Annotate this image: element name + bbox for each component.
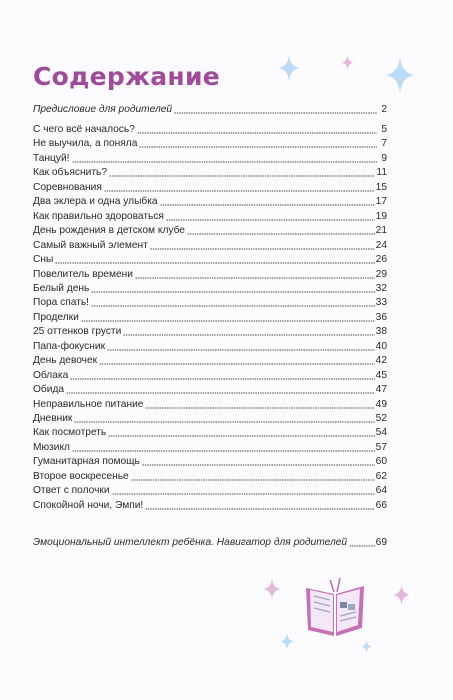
toc-entry-page: 69 (375, 537, 387, 548)
toc-entry (33, 252, 387, 266)
toc-entry-title: Два эклера и одна улыбка (33, 196, 158, 208)
toc-entry-title: Белый день (33, 282, 90, 294)
toc-entry-page: 21 (375, 225, 387, 237)
toc-entry-page: 29 (375, 268, 387, 280)
dot-leader (91, 284, 374, 293)
toc-entry (33, 180, 387, 194)
dot-leader (72, 154, 377, 163)
toc-entry-title: Мюзикл (33, 441, 71, 453)
toc-entry-page: 49 (375, 398, 387, 410)
toc-entry-page: 38 (375, 326, 387, 338)
toc-entry-title: Повелитель времени (33, 268, 133, 280)
toc-entry (33, 425, 387, 439)
toc-entry-page: 62 (375, 470, 387, 482)
toc-entry-page: 17 (375, 196, 387, 208)
toc-entry (33, 469, 387, 483)
toc-entry-title: Гуманитарная помощь (33, 456, 140, 468)
toc-entry (33, 151, 387, 165)
toc-entry-title: Соревнования (33, 181, 102, 193)
toc-entry-page: 57 (375, 441, 387, 453)
toc-entry-title: Ответ с полочки (33, 485, 110, 497)
toc-entry-title: День рождения в детском клубе (33, 225, 185, 237)
dot-leader (137, 125, 377, 134)
toc-entry-title: Танцуй! (33, 152, 70, 164)
sparkle-star-icon (385, 56, 415, 94)
toc-entry-title: Спокойной ночи, Эмпи! (33, 499, 144, 511)
toc-entry-page: 47 (375, 384, 387, 396)
toc-entry-title: Сны (33, 254, 54, 266)
toc-entry (33, 223, 387, 237)
dot-leader (145, 501, 374, 510)
dot-leader (150, 241, 375, 250)
toc-entry-page: 60 (375, 456, 387, 468)
toc-entry (33, 136, 387, 150)
dot-leader (81, 313, 375, 322)
dot-leader (72, 443, 375, 452)
toc-entry-page: 11 (376, 167, 387, 179)
toc-entry-page: 24 (375, 239, 387, 251)
toc-entry (33, 382, 387, 396)
toc-entry (33, 267, 387, 281)
dot-leader (55, 255, 374, 264)
toc-entry-title: Папа-фокусник (33, 340, 106, 352)
toc-entry-title: Как посмотреть (33, 427, 107, 439)
sparkle-star-icon (280, 633, 294, 650)
toc-entry (33, 310, 387, 324)
toc-entry (33, 122, 387, 136)
toc-entry-title: Как объяснить? (33, 167, 107, 179)
toc-entry (33, 281, 387, 295)
dot-leader (70, 371, 374, 380)
toc-entry-page: 32 (375, 282, 387, 294)
toc-entry (33, 209, 387, 223)
toc-entry-page: 33 (375, 297, 387, 309)
dot-leader (108, 428, 374, 437)
page-title: Содержание (33, 62, 221, 91)
toc-entry-page: 26 (375, 254, 387, 266)
toc-entry-title: Эмоциональный интеллект ребёнка. Навигатор для родителей (33, 537, 348, 548)
dot-leader (139, 139, 377, 148)
toc-entry-page: 54 (375, 427, 387, 439)
dot-leader (123, 327, 374, 336)
dot-leader (99, 356, 375, 365)
toc-entry-page: 42 (375, 355, 387, 367)
dot-leader (135, 270, 375, 279)
toc-entry (33, 194, 387, 208)
toc-entry-title: Как правильно здороваться (33, 210, 164, 222)
dot-leader (174, 105, 377, 114)
toc-entry-page: 9 (381, 152, 387, 164)
dot-leader (104, 183, 375, 192)
dot-leader (145, 400, 374, 409)
dot-leader (66, 385, 375, 394)
toc-entry (33, 454, 387, 468)
toc-entry-title: Второе воскресенье (33, 470, 129, 482)
toc-entry-title: Обида (33, 384, 65, 396)
toc-entry (33, 353, 387, 367)
toc-entry (33, 535, 387, 549)
dot-leader (109, 168, 375, 177)
toc-entry-page: 19 (375, 210, 387, 222)
sparkle-star-icon (341, 55, 354, 70)
toc-entry-page: 5 (381, 124, 387, 135)
toc-entry (33, 368, 387, 382)
toc-entry (33, 238, 387, 252)
toc-entry (33, 440, 387, 454)
toc-entry-page: 64 (375, 485, 387, 497)
toc-entry (33, 397, 387, 411)
toc-entry-title: Самый важный элемент (33, 239, 148, 251)
toc-entry-page: 2 (381, 104, 387, 115)
dot-leader (91, 298, 375, 307)
toc-entry-title: Неправильное питание (33, 398, 144, 410)
sparkle-star-icon (263, 578, 281, 600)
dot-leader (131, 472, 375, 481)
toc-entry-title: Проделки (33, 311, 79, 323)
toc-entry-page: 36 (375, 311, 387, 323)
dot-leader (107, 342, 375, 351)
toc-entry-title: Дневник (33, 413, 73, 424)
toc-entry-page: 40 (375, 340, 387, 352)
toc-entry (33, 483, 387, 497)
dot-leader (142, 457, 375, 466)
toc-entry (33, 165, 387, 179)
dot-leader (349, 538, 375, 547)
toc-entry-title: День девочек (33, 355, 98, 367)
toc-entry-page: 66 (375, 499, 387, 511)
toc-entry (33, 411, 387, 425)
toc-entry (33, 324, 387, 338)
sparkle-star-icon (393, 584, 410, 606)
open-book-illustration (300, 578, 370, 638)
toc-entry (33, 295, 387, 309)
dot-leader (112, 486, 375, 495)
toc-entry-page: 45 (375, 369, 387, 381)
dot-leader (187, 226, 375, 235)
dot-leader (160, 197, 375, 206)
toc-entry-title: С чего всё началось? (33, 124, 135, 135)
toc-entry-page: 15 (375, 181, 387, 193)
sparkle-star-icon (361, 640, 372, 653)
toc-entry (33, 102, 387, 116)
sparkle-star-icon (278, 55, 300, 81)
toc-entry-title: Облака (33, 369, 69, 381)
dot-leader (74, 414, 374, 423)
toc-entry-page: 7 (381, 138, 387, 150)
toc-entry (33, 498, 387, 512)
dot-leader (166, 212, 375, 221)
toc-entry-title: 25 оттенков грусти (33, 326, 122, 338)
toc-entry (33, 339, 387, 353)
toc-entry-page: 52 (375, 413, 387, 424)
toc-entry-title: Не выучила, а поняла (33, 138, 138, 150)
toc-entry-title: Предисловие для родителей (33, 104, 173, 115)
toc-entry-title: Пора спать! (33, 297, 90, 309)
